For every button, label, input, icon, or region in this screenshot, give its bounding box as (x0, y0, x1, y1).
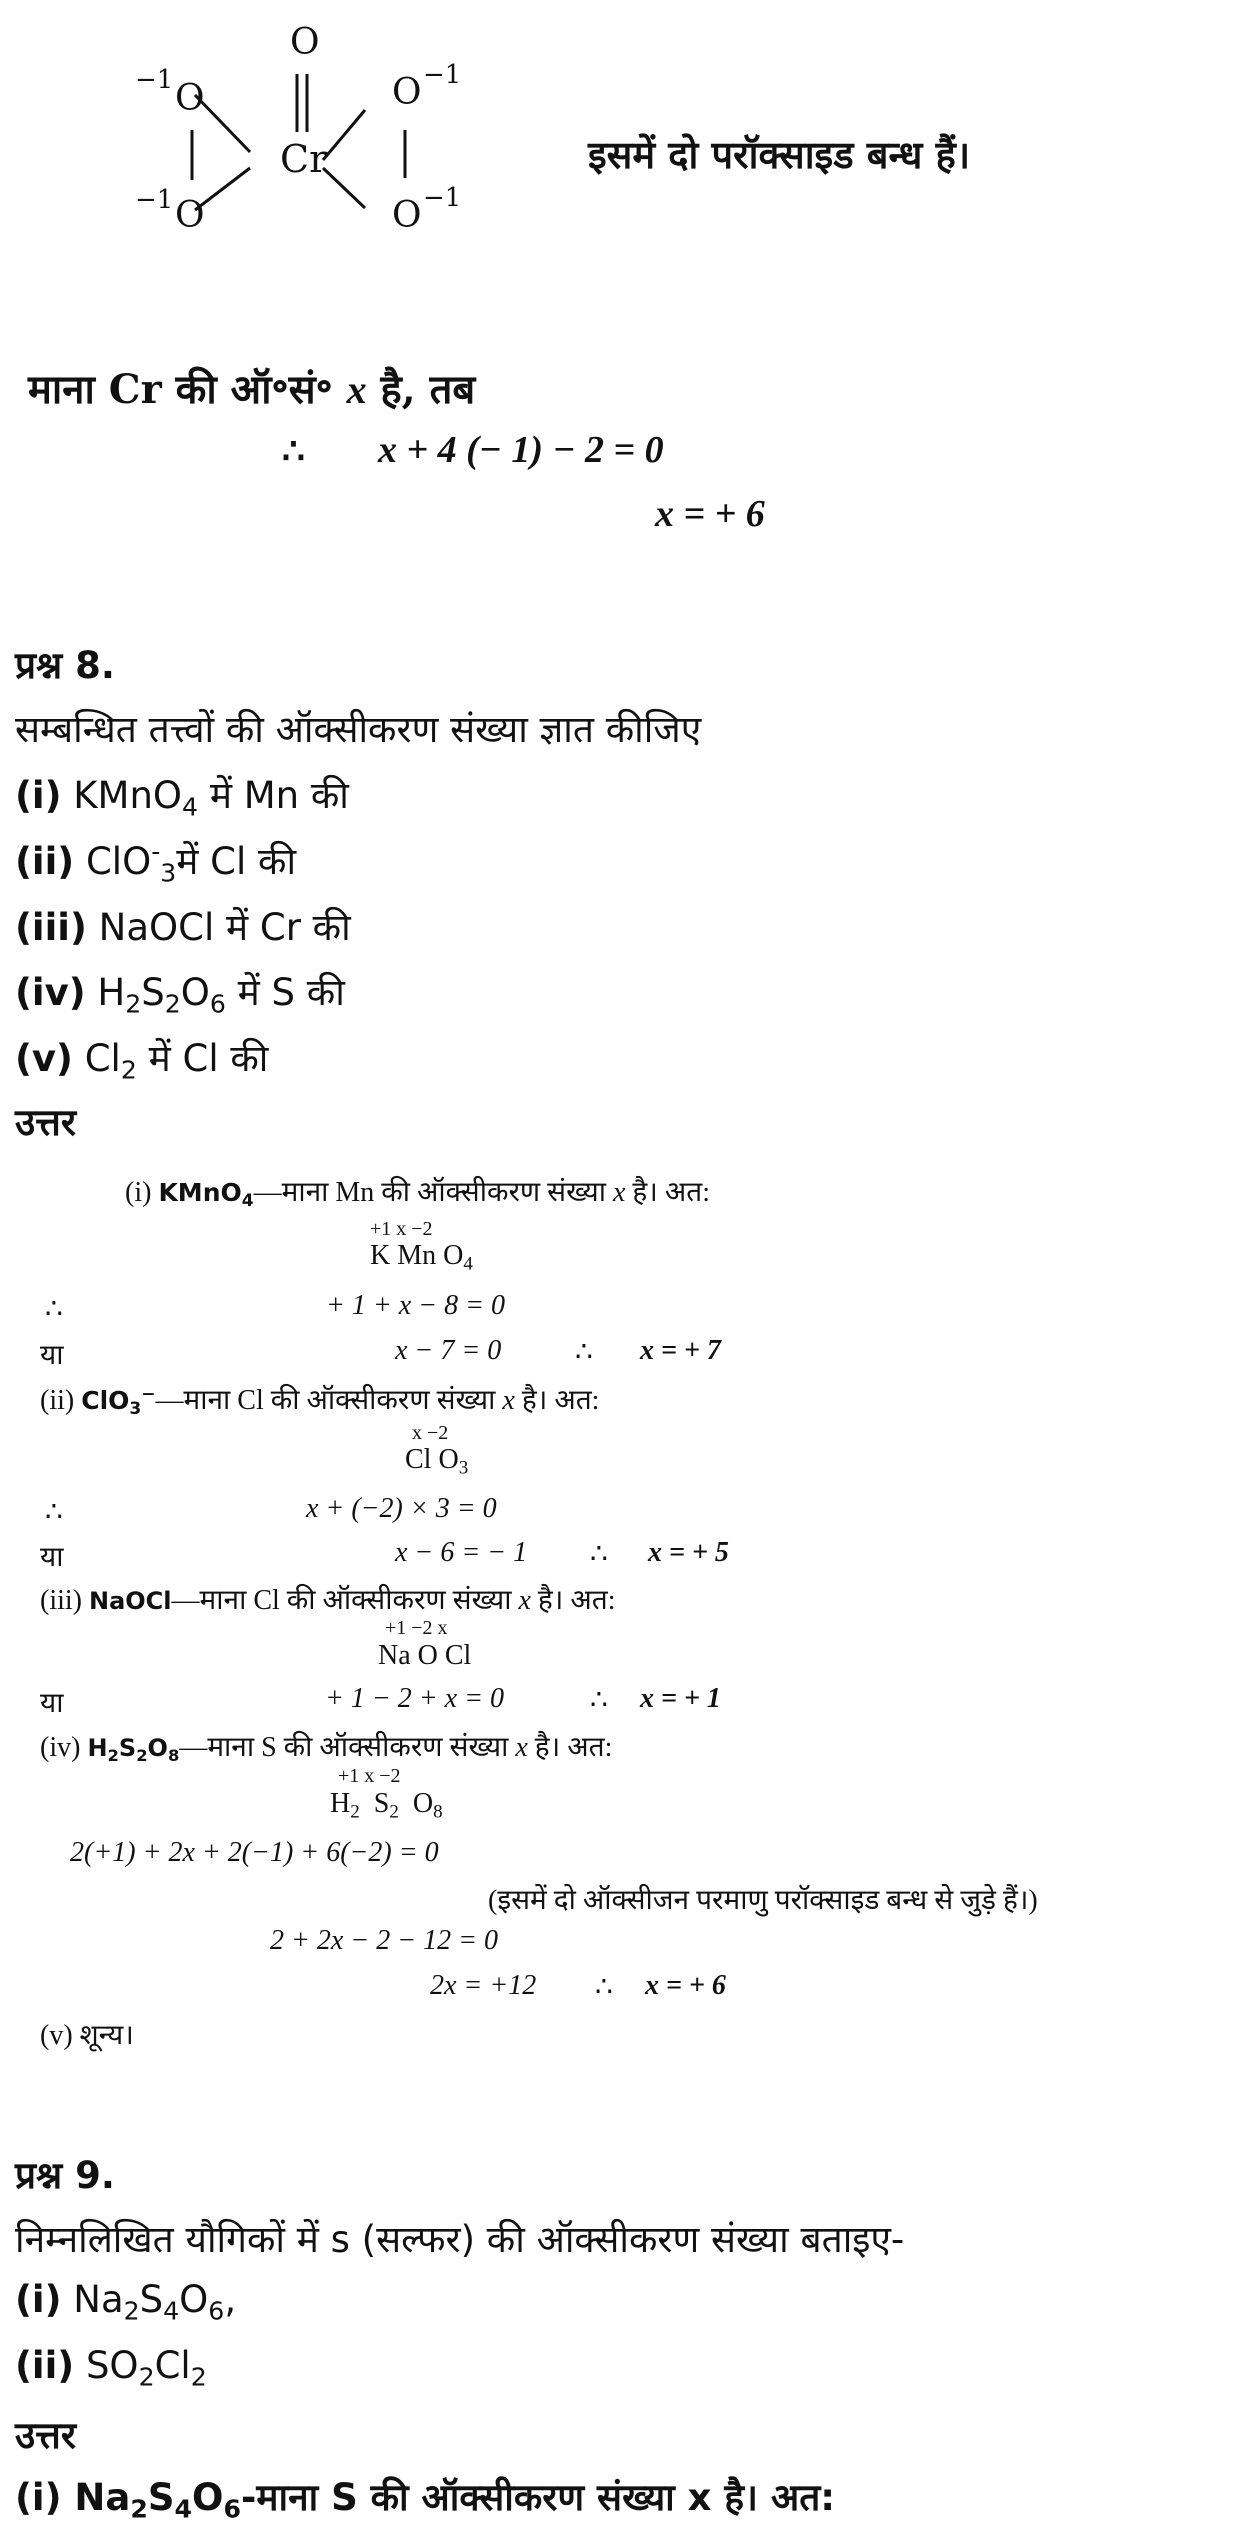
sol-i-result: x = + 7 (640, 1335, 721, 1366)
therefore-5: ∴ (590, 1685, 608, 1716)
sol-iii-oxidation-states: +1 −2 x (385, 1617, 448, 1639)
therefore-1: ∴ (45, 1294, 63, 1325)
sol-i-head: (i) KMnO$_4$—माना Mn की ऑक्सीकरण संख्या x है। अत: (125, 1177, 711, 1212)
or-1: या (40, 1340, 64, 1371)
sol-ii-oxidation-states: x −2 (412, 1422, 449, 1444)
chromium-atom: Cr (280, 137, 328, 181)
or-2: या (40, 1542, 64, 1573)
therefore-6: ∴ (595, 1972, 613, 2003)
sol-ii-result: x = + 5 (648, 1537, 729, 1568)
sol-iv-note: (इसमें दो ऑक्सीजन परमाणु परॉक्साइड बन्ध से जुड़े हैं।) (488, 1885, 1038, 1916)
q8-item-v: (v) $Cl_2$ में Cl की (15, 1037, 269, 1085)
sol-iii-formula: Na O Cl (378, 1640, 472, 1671)
q9-solution-i: (i) $Na_2S_4O_6-माना$ S की ऑक्सीकरण संख्या x है। अत: (15, 2476, 836, 2524)
charge-right-bottom: −1 (423, 183, 462, 213)
sol-i-eq1: + 1 + x − 8 = 0 (326, 1290, 506, 1321)
q9-heading: प्रश्न 9. (15, 2154, 115, 2197)
therefore-symbol: ∴ (282, 430, 305, 472)
sol-iv-eq1: 2(+1) + 2x + 2(−1) + 6(−2) = 0 (70, 1837, 439, 1868)
equation-2: x = + 6 (655, 493, 765, 535)
or-3: या (40, 1688, 64, 1719)
q8-heading: प्रश्न 8. (15, 644, 115, 687)
sol-ii-formula: Cl $O_3$ (405, 1444, 469, 1479)
sol-i-formula: K Mn $O_4$ (370, 1240, 473, 1275)
q8-item-iv: (iv) $H_2S_2O_6$ में S की (15, 971, 345, 1019)
sol-iii-result: x = + 1 (640, 1683, 721, 1714)
sol-iv-head: (iv) $H_2S_2O_8—माना$ S की ऑक्सीकरण संख्या x है। अत: (40, 1732, 613, 1765)
top-oxygen: O (290, 22, 320, 63)
therefore-2: ∴ (575, 1337, 593, 1368)
sol-ii-head: (ii) ClO$_3$−—माना Cl की ऑक्सीकरण संख्या x है। अत: (40, 1384, 600, 1420)
oxygen-left-bottom: O (175, 195, 205, 236)
sol-iii-eq1: + 1 − 2 + x = 0 (325, 1683, 505, 1714)
assume-line: माना Cr की ऑ॰सं॰ x है, तब (28, 366, 476, 413)
peroxide-note: इसमें दो परॉक्साइड बन्ध हैं। (588, 132, 971, 177)
therefore-4: ∴ (590, 1539, 608, 1570)
sol-iv-formula: $H_2$ $S_2$ $O_8$ (330, 1788, 443, 1823)
sol-v-line: (v) शून्य। (40, 2020, 134, 2051)
charge-left-top: −1 (135, 65, 174, 95)
equation-1: x + 4 (− 1) − 2 = 0 (378, 429, 664, 471)
oxygen-left-top: O (175, 78, 205, 119)
sol-iv-result: x = + 6 (645, 1970, 726, 2001)
charge-right-top: −1 (423, 60, 462, 90)
therefore-3: ∴ (45, 1497, 63, 1528)
sol-iii-head: (iii) NaOCl—माना Cl की ऑक्सीकरण संख्या x है। अत: (40, 1585, 616, 1616)
sol-iv-oxidation-states: +1 x −2 (338, 1765, 401, 1787)
q9-prompt: निम्नलिखित यौगिकों में s (सल्फर) की ऑक्सीकरण संख्या बताइए- (15, 2218, 905, 2261)
q8-item-iii: (iii) NaOCl में Cr की (15, 906, 351, 949)
oxygen-right-top: O (392, 72, 422, 113)
sol-iv-eq3: 2x = +12 (430, 1970, 537, 2001)
q8-prompt: सम्बन्धित तत्त्वों की ऑक्सीकरण संख्या ज्ञात कीजिए (15, 708, 702, 751)
q9-answer-label: उत्तर (15, 2414, 76, 2457)
q9-item-i: (i) $Na_2S_4O_6$, (15, 2278, 237, 2326)
sol-i-oxidation-states: +1 x −2 (370, 1218, 433, 1240)
sol-ii-eq2: x − 6 = − 1 (395, 1537, 528, 1568)
q8-item-ii: (ii) ClO-$_3$में Cl की (15, 837, 297, 888)
sol-i-eq2: x − 7 = 0 (395, 1335, 502, 1366)
oxygen-right-bottom: O (392, 195, 422, 236)
sol-iv-eq2: 2 + 2x − 2 − 12 = 0 (270, 1925, 499, 1956)
sol-ii-eq1: x + (−2) × 3 = 0 (306, 1493, 497, 1524)
q8-answer-label: उत्तर (15, 1101, 76, 1144)
q9-item-ii: (ii) $SO_2Cl_2$ (15, 2344, 207, 2392)
q8-item-i: (i) KMnO$_4$ में Mn की (15, 774, 349, 822)
charge-left-bottom: −1 (135, 185, 174, 215)
